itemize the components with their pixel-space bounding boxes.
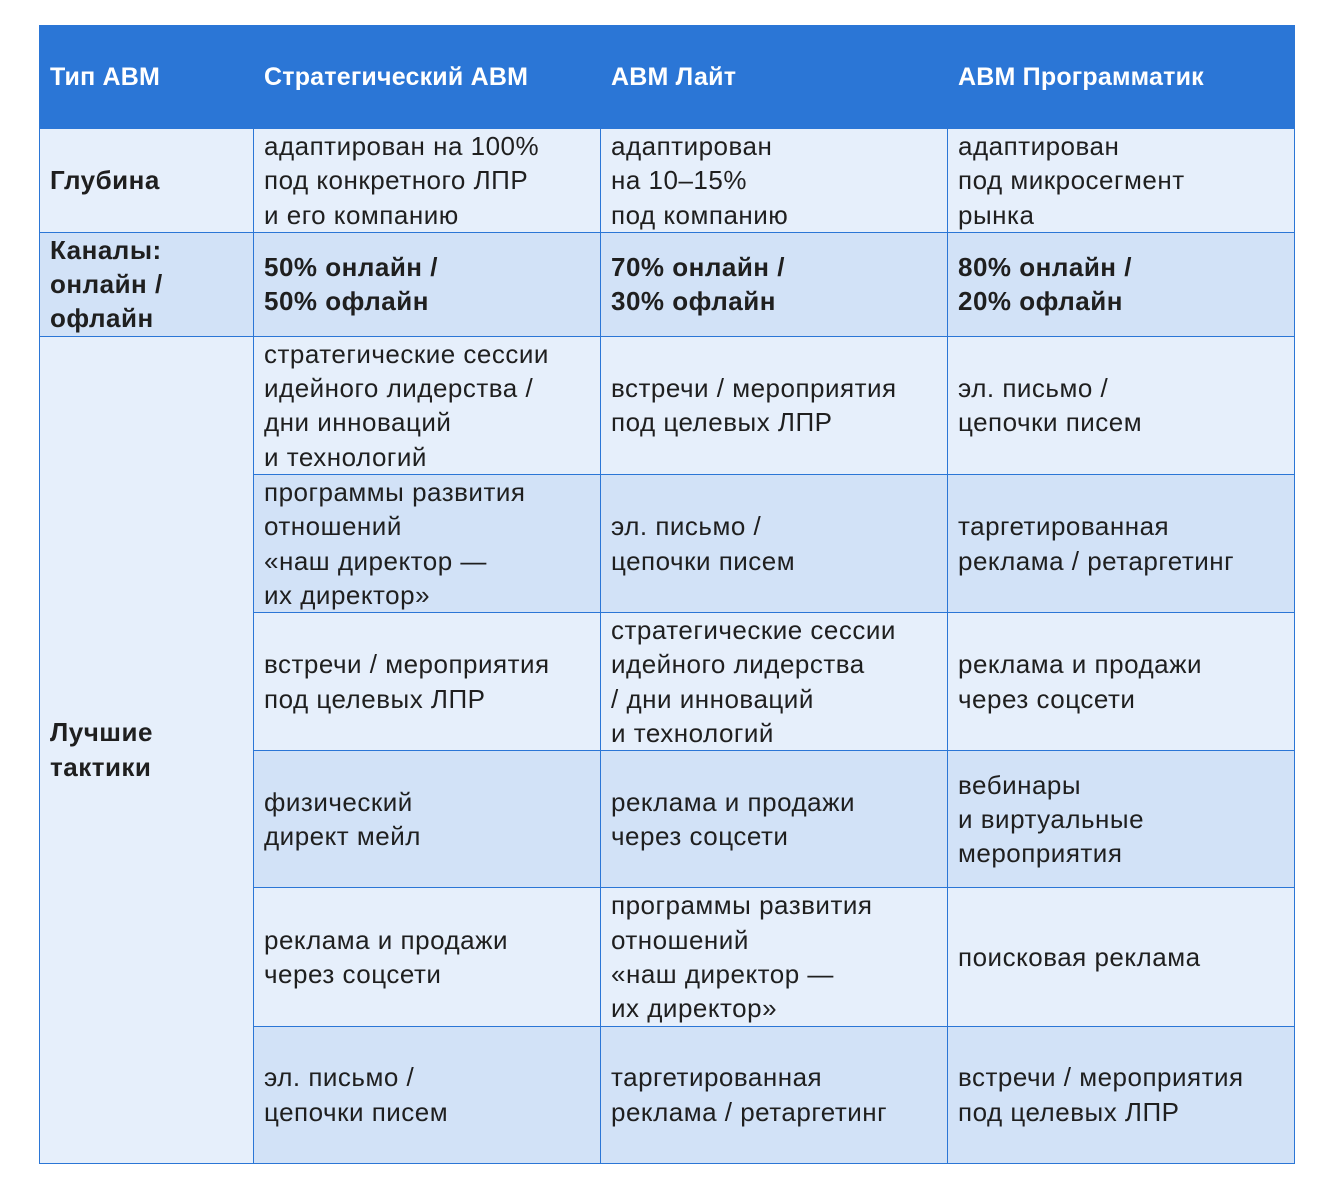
- row-label-depth: Глубина: [40, 129, 254, 233]
- table-row-depth: [40, 129, 1295, 233]
- tactic-cell: таргетированная реклама / ретаргетинг: [601, 1026, 948, 1163]
- tactic-cell: реклама и продажи через соцсети: [948, 613, 1295, 751]
- header-abm-lite: АВМ Лайт: [601, 26, 948, 129]
- tactic-cell: программы развития отношений «наш директор — их директор»: [254, 474, 601, 612]
- row-label-best-tactics: Лучшие тактики: [40, 336, 254, 1163]
- depth-strategic: адаптирован на 100% под конкретного ЛПР и его компанию: [254, 129, 601, 233]
- header-strategic-abm: Стратегический АВМ: [254, 26, 601, 129]
- tactic-cell: поисковая реклама: [948, 888, 1295, 1026]
- abm-comparison-table: [39, 25, 1295, 1164]
- tactic-cell: физический директ мейл: [254, 751, 601, 888]
- channels-strategic: 50% онлайн / 50% офлайн: [254, 232, 601, 336]
- tactic-cell: реклама и продажи через соцсети: [601, 751, 948, 888]
- depth-lite: адаптирован на 10–15% под компанию: [601, 129, 948, 233]
- tactic-cell: стратегические сессии идейного лидерства / дни инноваций и технологий: [254, 336, 601, 474]
- tactic-cell: эл. письмо / цепочки писем: [254, 1026, 601, 1163]
- tactic-cell: программы развития отношений «наш директор — их директор»: [601, 888, 948, 1026]
- row-label-channels: Каналы: онлайн / офлайн: [40, 232, 254, 336]
- tactic-cell: таргетированная реклама / ретаргетинг: [948, 474, 1295, 612]
- table-row-channels: [40, 232, 1295, 336]
- channels-lite: 70% онлайн / 30% офлайн: [601, 232, 948, 336]
- tactic-cell: стратегические сессии идейного лидерства / дни инноваций и технологий: [601, 613, 948, 751]
- table-header-row: [40, 26, 1295, 129]
- header-abm-programmatic: АВМ Программатик: [948, 26, 1295, 129]
- tactic-cell: вебинары и виртуальные мероприятия: [948, 751, 1295, 888]
- tactic-cell: встречи / мероприятия под целевых ЛПР: [254, 613, 601, 751]
- tactic-cell: встречи / мероприятия под целевых ЛПР: [601, 336, 948, 474]
- tactic-cell: встречи / мероприятия под целевых ЛПР: [948, 1026, 1295, 1163]
- depth-programmatic: адаптирован под микросегмент рынка: [948, 129, 1295, 233]
- tactic-cell: эл. письмо / цепочки писем: [948, 336, 1295, 474]
- table-row-tactic: [40, 336, 1295, 474]
- channels-programmatic: 80% онлайн / 20% офлайн: [948, 232, 1295, 336]
- tactic-cell: эл. письмо / цепочки писем: [601, 474, 948, 612]
- tactic-cell: реклама и продажи через соцсети: [254, 888, 601, 1026]
- header-abm-type: Тип АВМ: [40, 26, 254, 129]
